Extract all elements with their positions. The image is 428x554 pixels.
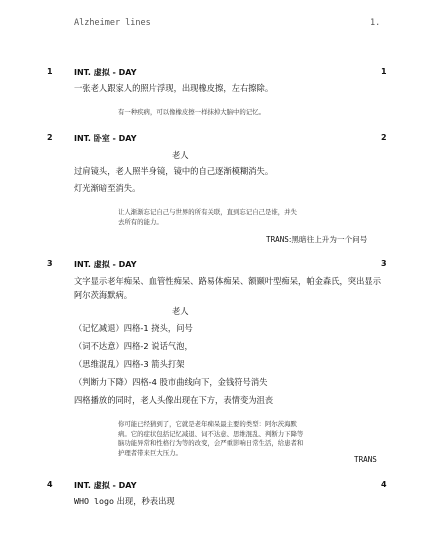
scene-number-right: 4	[381, 480, 387, 489]
scene-number-right: 2	[381, 133, 387, 142]
transition-text: :黑暗往上升为一个问号	[288, 235, 368, 244]
scene-number-left: 4	[47, 480, 53, 489]
grid-line: （判断力下降）四格-4 股市曲线向下，金钱符号消失	[74, 377, 268, 387]
transition-label: TRANS	[266, 235, 289, 244]
who-logo-text: WHO logo	[74, 496, 114, 506]
scene-number-right: 1	[381, 67, 387, 76]
action-line: 过肩镜头，老人照半身镜，镜中的自己逐渐模糊消失。	[74, 166, 274, 176]
scene-number-left: 2	[47, 133, 53, 142]
scene-number-left: 3	[47, 259, 53, 268]
action-line: 一张老人跟家人的照片浮现，出现橡皮擦，左右擦除。	[74, 83, 274, 93]
narration-note: 让人渐渐忘记自己与世界的所有关联，直到忘记自己是谁，并失去所有的能力。	[118, 208, 297, 226]
action-line: 灯光渐暗至消失。	[74, 183, 141, 193]
transition	[266, 234, 367, 245]
scene-number-right: 3	[381, 259, 387, 268]
scene-heading: INT. 虚拟 - DAY	[74, 260, 137, 269]
action-line: 四格播放的同时，老人头像出现在下方，表情变为沮丧	[74, 395, 274, 405]
scene-heading: INT. 虚拟 - DAY	[74, 68, 137, 77]
character-name: 老人	[172, 306, 189, 316]
narration-note: 你可能已经猜到了，它就是老年痴呆最主要的类型：阿尔茨海默病。它的症状包括记忆减退、词不达意、思维混乱、判断力下降等脑功能异常和性格行为等的改变，会严重影响日常生活，给患者和护理者带来巨大压力。	[118, 420, 304, 457]
character-name: 老人	[172, 150, 189, 160]
page-number: 1.	[370, 18, 381, 28]
grid-line: （思维混乱）四格-3 箭头打架	[74, 359, 185, 369]
action-rest: 出现，秒表出现	[113, 496, 175, 506]
scene-heading: INT. 虚拟 - DAY	[74, 481, 137, 490]
document-title: Alzheimer lines	[74, 18, 151, 28]
scene-number-left: 1	[47, 67, 53, 76]
action-line	[74, 494, 175, 508]
transition: TRANS	[354, 455, 377, 464]
scene-heading: INT. 卧室 - DAY	[74, 134, 137, 143]
grid-line: （词不达意）四格-2 说话气泡，	[74, 341, 193, 351]
grid-line: （记忆减退）四格-1 挠头，问号	[74, 323, 193, 333]
action-line: 文字显示老年痴呆、血管性痴呆、路易体痴呆、额颞叶型痴呆，帕金森氏，突出显示阿尔茨海默病。	[74, 276, 381, 300]
narration-note: 有一种疾病，可以像橡皮擦一样抹掉大脑中的记忆。	[118, 108, 265, 116]
